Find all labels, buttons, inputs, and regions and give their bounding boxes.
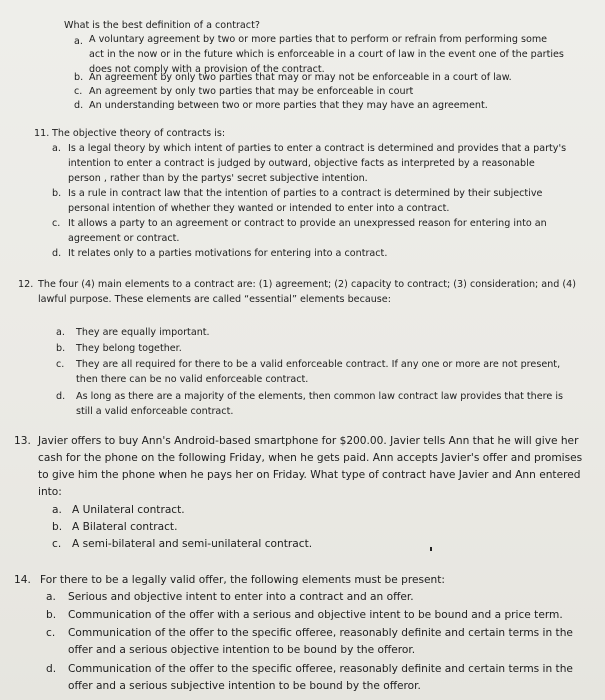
option-text: A semi-bilateral and semi-unilateral contract. [72, 538, 313, 550]
option-letter: c. [56, 359, 65, 370]
option-letter: a. [52, 504, 62, 516]
question-stem: For there to be a legally valid offer, the following elements must be present: [40, 574, 445, 586]
option-text: A Unilateral contract. [72, 504, 185, 516]
stray-mark [430, 547, 432, 551]
option-letter: a. [52, 143, 61, 154]
question-number: 12. [18, 279, 34, 290]
option-text: They are all required for there to be a valid enforceable contract. If any one or more are not present, then there can be no valid enforceable contract. [76, 359, 561, 385]
question-number: 14. [14, 574, 31, 586]
option-text: It allows a party to an agreement or contract to provide an unexpressed reason for entering into an agreement or contract. [68, 218, 547, 244]
option-text: Is a rule in contract law that the intention of parties to a contract is determined by their subjective personal intention of whether they wanted or intended to enter into a contract. [68, 188, 543, 214]
option-letter: d. [56, 391, 66, 402]
option-text: Communication of the offer to the specific offeree, reasonably definite and certain terms in the offer and a serious subjective intention to be bound by the offeror. [68, 663, 573, 692]
option-letter: a. [46, 591, 56, 603]
question-number: 13. [14, 435, 31, 447]
option-letter: d. [46, 663, 57, 675]
option-letter: a. [56, 327, 65, 338]
question-stem: The objective theory of contracts is: [52, 128, 226, 139]
option-letter: d. [52, 248, 62, 259]
option-letter: d. [74, 100, 84, 111]
option-letter: b. [52, 521, 63, 533]
option-text: An agreement by only two parties that may be enforceable in court [89, 86, 414, 97]
option-text: Communication of the offer with a serious and objective intent to be bound and a price term. [68, 609, 563, 621]
option-letter: c. [74, 86, 83, 97]
option-letter: b. [74, 72, 84, 83]
option-text: A voluntary agreement by two or more parties that to perform or refrain from performing some act in the now or in the future which is enforceable in a court of law in the event one of the parties does not comply with a provision of the contract. [89, 34, 564, 75]
option-letter: b. [56, 343, 66, 354]
option-text: Communication of the offer to the specific offeree, reasonably definite and certain terms in the offer and a serious objective intention to be bound by the offeror. [68, 627, 573, 656]
option-letter: c. [52, 538, 62, 550]
option-letter: c. [46, 627, 56, 639]
option-text: Serious and objective intent to enter into a contract and an offer. [68, 591, 414, 603]
option-text: It relates only to a parties motivations for entering into a contract. [68, 248, 388, 259]
question-number: 11. [34, 128, 50, 139]
option-text: A Bilateral contract. [72, 521, 178, 533]
option-text: As long as there are a majority of the elements, then common law contract law provides that there is still a valid enforceable contract. [76, 391, 564, 417]
question-stem: The four (4) main elements to a contract are: (1) agreement; (2) capacity to contract; (3) consideration; and (4) lawful purpose. These elements are called “essential” elements because: [38, 279, 576, 305]
option-letter: a. [74, 36, 83, 47]
option-letter: b. [46, 609, 57, 621]
option-text: They are equally important. [76, 327, 210, 338]
option-text: An agreement by only two parties that may or may not be enforceable in a court of law. [89, 72, 512, 83]
question-stem: What is the best definition of a contract? [64, 20, 260, 31]
question-stem: Javier offers to buy Ann's Android-based smartphone for $200.00. Javier tells Ann that he will give her cash for the phone on the following Friday, when he gets paid. Ann accepts Javier's offer and promises to give him the phone when he pays her on Friday. What type of contract have Javier and Ann entered into: [38, 435, 583, 498]
option-text: An understanding between two or more parties that they may have an agreement. [89, 100, 488, 111]
option-letter: c. [52, 218, 61, 229]
option-letter: b. [52, 188, 62, 199]
option-text: They belong together. [76, 343, 182, 354]
option-text: Is a legal theory by which intent of parties to enter a contract is determined and provides that a party's intention to enter a contract is judged by outward, objective facts as interpreted by a reasonable person , rather than by the partys' secret subjective intention. [68, 143, 567, 184]
